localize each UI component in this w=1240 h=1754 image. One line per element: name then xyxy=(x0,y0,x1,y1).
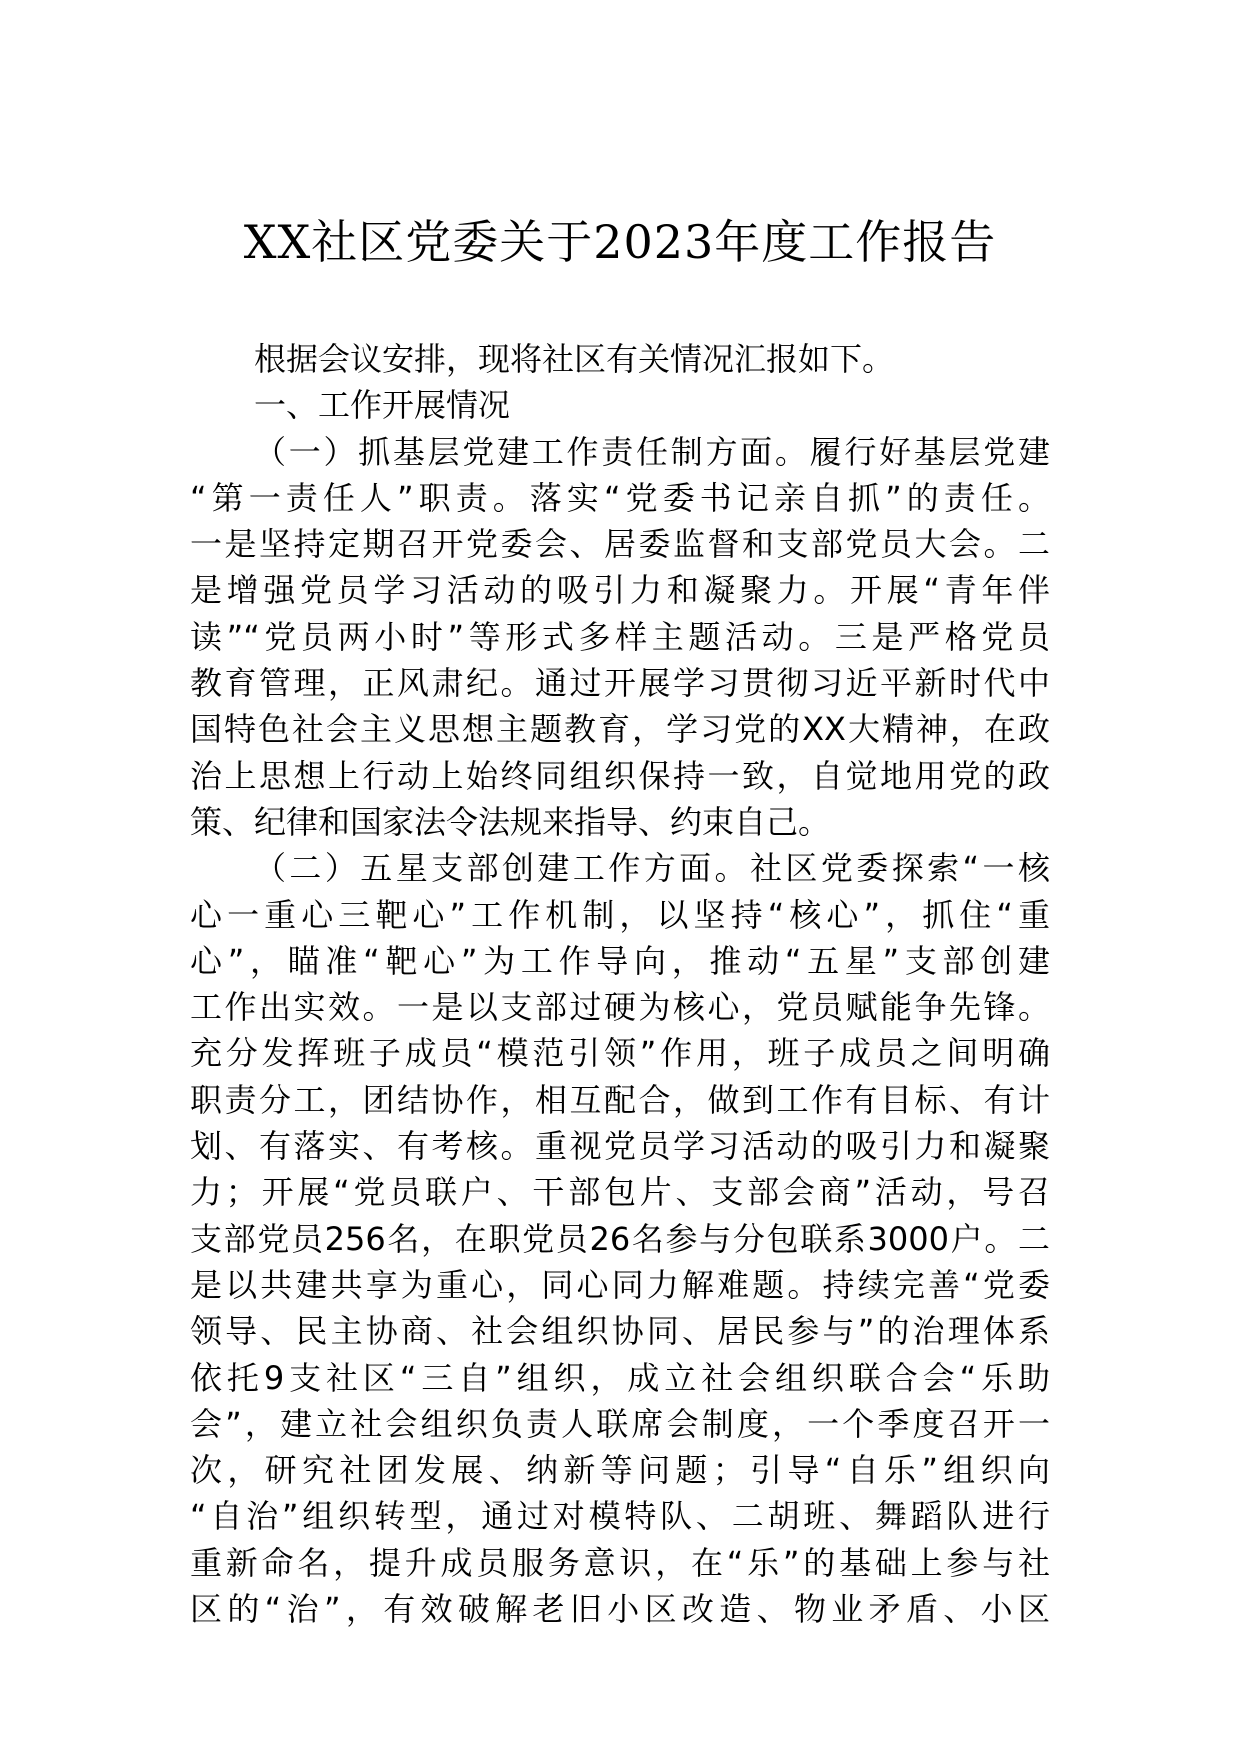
paragraph-line: 重新命名，提升成员服务意识，在“乐”的基础上参与社 xyxy=(190,1543,1050,1582)
paragraph-line: “自治”组织转型，通过对模特队、二胡班、舞蹈队进行 xyxy=(190,1497,1050,1536)
paragraph-line: 划、有落实、有考核。重视党员学习活动的吸引力和凝聚 xyxy=(190,1127,1050,1166)
paragraph-line: 心”，瞄准“靶心”为工作导向，推动“五星”支部创建 xyxy=(190,941,1050,980)
paragraph-line: 治上思想上行动上始终同组织保持一致，自觉地用党的政 xyxy=(190,756,1050,795)
paragraph-line: 一是坚持定期召开党委会、居委监督和支部党员大会。二 xyxy=(190,525,1050,564)
paragraph-line: 是以共建共享为重心，同心同力解难题。持续完善“党委 xyxy=(190,1265,1050,1304)
document-body xyxy=(190,336,1050,1632)
paragraph-line: 国特色社会主义思想主题教育，学习党的XX大精神，在政 xyxy=(190,710,1050,749)
paragraph-line: 会”，建立社会组织负责人联席会制度，一个季度召开一 xyxy=(190,1404,1050,1443)
paragraph-line: 区的“治”，有效破解老旧小区改造、物业矛盾、小区 xyxy=(190,1590,1050,1629)
paragraph-line: “第一责任人”职责。落实“党委书记亲自抓”的责任。 xyxy=(190,478,1050,517)
paragraph-line: 教育管理，正风肃纪。通过开展学习贯彻习近平新时代中 xyxy=(190,664,1050,703)
paragraph-line: （一）抓基层党建工作责任制方面。履行好基层党建 xyxy=(254,432,1050,471)
paragraph-line: （二）五星支部创建工作方面。社区党委探索“一核 xyxy=(254,849,1050,888)
paragraph-line: 心一重心三靶心”工作机制，以坚持“核心”，抓住“重 xyxy=(190,895,1050,934)
section-heading: 一、工作开展情况 xyxy=(254,386,511,425)
paragraph-line: 策、纪律和国家法令法规来指导、约束自己。 xyxy=(190,802,831,841)
paragraph-line: 是增强党员学习活动的吸引力和凝聚力。开展“青年伴 xyxy=(190,571,1050,610)
paragraph-line: 领导、民主协商、社会组织协同、居民参与”的治理体系 xyxy=(190,1312,1050,1351)
paragraph-line: 工作出实效。一是以支部过硬为核心，党员赋能争先锋。 xyxy=(190,988,1050,1027)
paragraph-line: 支部党员256名，在职党员26名参与分包联系3000户。二 xyxy=(190,1219,1050,1258)
paragraph-line: 读”“党员两小时”等形式多样主题活动。三是严格党员 xyxy=(190,617,1050,656)
paragraph-line: 充分发挥班子成员“模范引领”作用，班子成员之间明确 xyxy=(190,1034,1050,1073)
paragraph-line: 职责分工，团结协作，相互配合，做到工作有目标、有计 xyxy=(190,1080,1050,1119)
document-title: XX社区党委关于2023年度工作报告 xyxy=(243,215,997,269)
paragraph-line: 依托9支社区“三自”组织，成立社会组织联合会“乐助 xyxy=(190,1358,1050,1397)
paragraph-line: 力；开展“党员联户、干部包片、支部会商”活动，号召 xyxy=(190,1173,1050,1212)
paragraph-line: 根据会议安排，现将社区有关情况汇报如下。 xyxy=(254,340,895,378)
paragraph-line: 次，研究社团发展、纳新等问题；引导“自乐”组织向 xyxy=(190,1451,1050,1490)
